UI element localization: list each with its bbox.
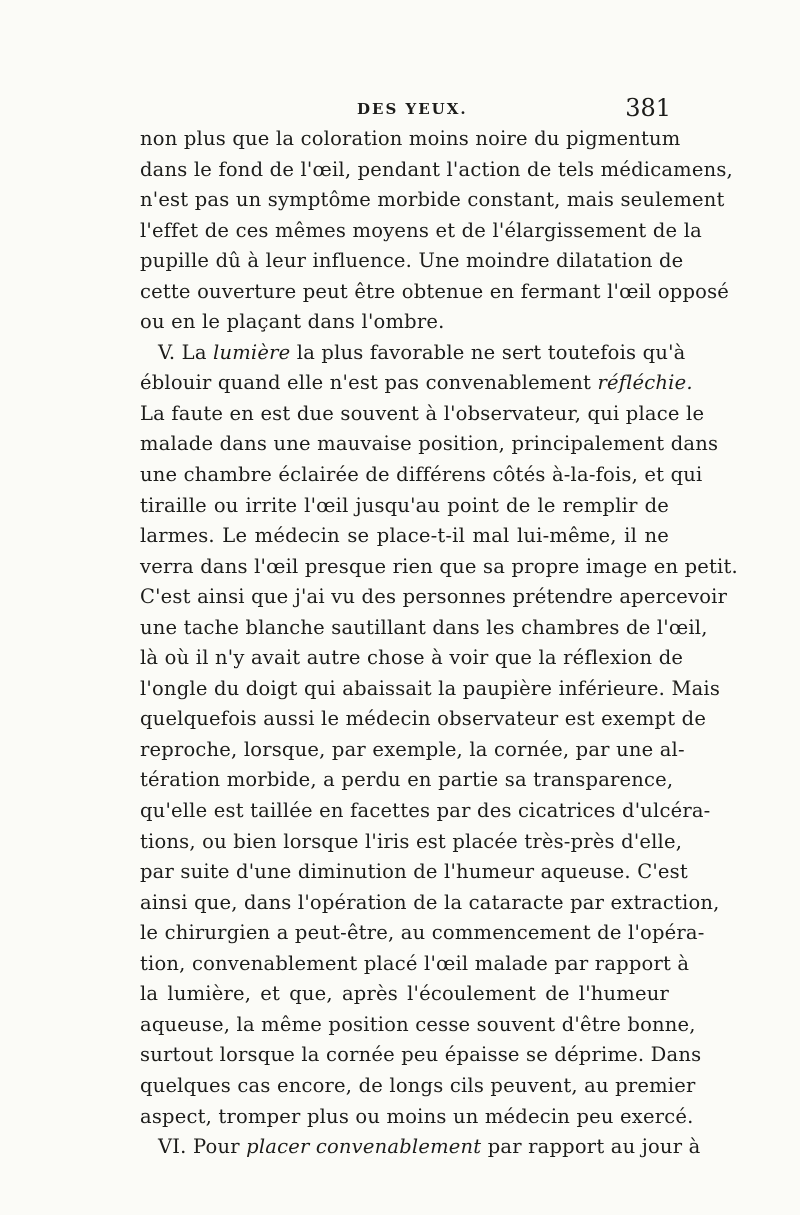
text-line: C'est ainsi que j'ai vu des personnes prétendre apercevoir: [140, 585, 728, 609]
text-line: qu'elle est taillée en facettes par des cicatrices d'ulcéra-: [140, 799, 711, 823]
text-segment: V. La: [158, 340, 214, 364]
italic-term: réfléchie.: [597, 371, 693, 395]
text-segment: éblouir quand elle n'est pas convenablement: [140, 371, 598, 395]
text-line: tion, convenablement placé l'œil malade par rapport à: [140, 951, 690, 975]
text-line: l'effet de ces mêmes moyens et de l'élargissement de la: [140, 218, 702, 242]
text-line: surtout lorsque la cornée peu épaisse se déprime. Dans: [140, 1043, 702, 1067]
text-line: pupille dû à leur influence. Une moindre dilatation de: [140, 249, 684, 273]
text-line: La faute en est due souvent à l'observateur, qui place le: [140, 401, 705, 425]
paragraph-end-line: aspect, tromper plus ou moins un médecin peu exercé.: [140, 1104, 694, 1128]
paragraph-start-line: [140, 1132, 701, 1163]
text-line: dans le fond de l'œil, pendant l'action de tels médicamens,: [140, 157, 733, 181]
text-segment: par rapport au jour à: [481, 1135, 701, 1159]
text-line: malade dans une mauvaise position, principalement dans: [140, 432, 719, 456]
text-line: ainsi que, dans l'opération de la cataracte par extraction,: [140, 890, 720, 914]
text-line: [140, 368, 693, 399]
text-line: par suite d'une diminution de l'humeur aqueuse. C'est: [140, 860, 688, 884]
text-line: verra dans l'œil presque rien que sa propre image en petit.: [140, 554, 738, 578]
body-text: [140, 124, 738, 1163]
italic-term: placer convenablement: [246, 1135, 482, 1159]
text-line: non plus que la coloration moins noire du pigmentum: [140, 127, 681, 150]
text-line: là où il n'y avait autre chose à voir que la réflexion de: [140, 646, 684, 670]
paragraph-start-line: [140, 338, 686, 369]
text-line: quelquefois aussi le médecin observateur est exempt de: [140, 707, 707, 731]
running-title: DES YEUX.: [357, 100, 468, 118]
text-segment: VI. Pour: [158, 1135, 247, 1159]
text-line: le chirurgien a peut-être, au commencement de l'opéra-: [140, 921, 705, 945]
text-line: tions, ou bien lorsque l'iris est placée très-près d'elle,: [140, 829, 683, 853]
text-line: n'est pas un symptôme morbide constant, mais seulement: [140, 188, 725, 212]
paragraph-end-line: ou en le plaçant dans l'ombre.: [140, 310, 445, 334]
text-line: la lumière, et que, après l'écoulement de l'humeur: [140, 982, 669, 1006]
text-line: l'ongle du doigt qui abaissait la paupière inférieure. Mais: [140, 676, 721, 700]
text-line: une chambre éclairée de différens côtés à-la-fois, et qui: [140, 463, 703, 487]
text-line: cette ouverture peut être obtenue en fermant l'œil opposé: [140, 279, 730, 303]
text-line: aqueuse, la même position cesse souvent d'être bonne,: [140, 1012, 696, 1036]
text-line: larmes. Le médecin se place-t-il mal lui-même, il ne: [140, 524, 669, 548]
text-line: reproche, lorsque, par exemple, la cornée, par une al-: [140, 737, 685, 761]
text-segment: la plus favorable ne sert toutefois qu'à: [290, 340, 686, 364]
text-line: quelques cas encore, de longs cils peuvent, au premier: [140, 1073, 696, 1097]
text-line: tiraille ou irrite l'œil jusqu'au point de le remplir de: [140, 493, 669, 517]
page-number: 381: [625, 94, 671, 122]
text-line: une tache blanche sautillant dans les chambres de l'œil,: [140, 615, 708, 639]
text-line: tération morbide, a perdu en partie sa transparence,: [140, 768, 674, 792]
italic-term: lumière: [213, 340, 291, 364]
